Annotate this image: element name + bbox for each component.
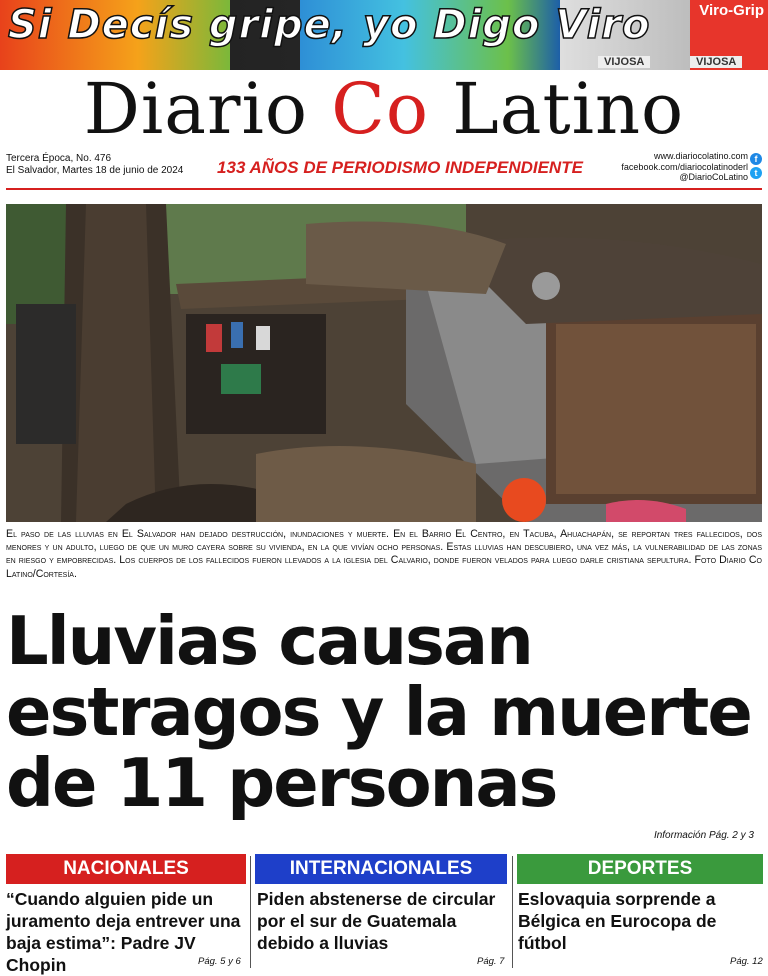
story-teaser-deportes[interactable]: Eslovaquia sorprende a Bélgica en Eurocopa de fútbol [518,889,717,953]
main-headline[interactable] [6,602,766,822]
section-header-nacionales[interactable]: NACIONALES [6,854,246,884]
facebook-icon[interactable]: f [750,153,762,165]
headline-line: Lluvias causan [6,602,532,680]
top-advertisement-banner[interactable] [0,0,768,70]
edition-number: Tercera Época, No. 476 [6,153,112,164]
edition-info [6,153,183,177]
photo-caption: El paso de las lluvias en El Salvador han dejado destrucción, inundaciones y muerte. En el Barrio El Centro, en Tacuba, Ahuachapán, se reportan tres fallecidos, dos menores y un adulto, luego de que un muro cayera sobre su vivienda, en la que vivían ocho personas. Estas lluvias han descubiero, una vez más, la vulnerabilidad de las zonas en riesgo y empobrecidas. Los cuerpos de los fallecidos fueron llevados a la iglesia del Calvario, donde fueron velados para luego darle cristiana sepultura. Foto Diario Co Latino/Cortesía. [6,528,762,580]
newspaper-motto: 133 AÑOS DE PERIODISMO INDEPENDIENTE [217,158,583,177]
page-reference: Pág. 12 [730,956,763,967]
ad-brand-label: VIJOSA [690,56,742,68]
masthead-word: Diario [83,68,332,150]
section-header-internacionales[interactable]: INTERNACIONALES [255,854,507,884]
twitter-link[interactable]: @DiarioCoLatino [679,172,748,182]
headline-line: de 11 personas [6,744,557,822]
page-reference: Pág. 5 y 6 [198,956,241,967]
story-teaser-internacionales[interactable]: Piden abstenerse de circular por el sur de Guatemala debido a lluvias [257,889,496,953]
story-teaser-nacionales[interactable]: “Cuando alguien pide un juramento deja entrever una baja estima”: Padre JV Chopin [6,889,241,975]
column-divider [250,856,251,968]
ad-brand-label: VIJOSA [598,56,650,68]
twitter-icon[interactable]: t [750,167,762,179]
section-header-deportes[interactable]: DEPORTES [517,854,763,884]
masthead-logo-co: Co [331,68,429,150]
edition-date: El Salvador, Martes 18 de junio de 2024 [6,165,184,176]
headline-line: estragos y la muerte [6,673,751,751]
ad-slogan: Si Decís gripe, yo Digo Viro [8,2,651,48]
header-divider [6,188,762,190]
headline-page-reference: Información Pág. 2 y 3 [653,830,754,841]
website-link[interactable]: www.diariocolatino.com [653,151,748,161]
newspaper-masthead [0,68,768,150]
lead-photo [6,204,762,522]
contact-links [621,151,748,183]
page-reference: Pág. 7 [477,956,505,967]
social-icons [750,153,764,181]
column-divider [512,856,513,968]
landslide-photo-illustration [6,204,762,522]
facebook-link[interactable]: facebook.com/diariocolatinoderl [621,161,748,172]
masthead-word: Latino [428,68,685,150]
ad-product-name: Viro-Grip [699,2,764,19]
